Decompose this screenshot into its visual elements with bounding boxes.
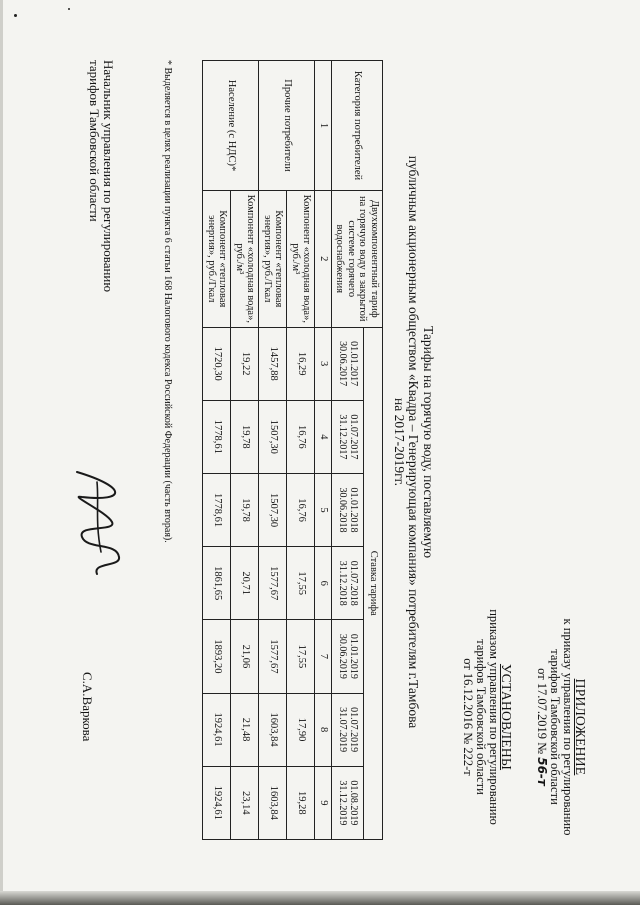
approved-block — [461, 582, 513, 852]
value-cell: 1507,30 — [259, 400, 287, 473]
approved-heading: УСТАНОВЛЕНЫ — [499, 663, 514, 771]
value-cell: 19,28 — [287, 766, 315, 839]
signer-name: С.А.Варкова — [80, 672, 95, 742]
value-cell: 1924,61 — [203, 766, 231, 839]
appendix-heading: ПРИЛОЖЕНИЕ — [573, 678, 588, 776]
appendix-number: 56-т — [535, 757, 549, 786]
document-title — [392, 112, 436, 772]
period-header: 01.01.2018 30.06.2018 — [332, 473, 364, 546]
value-cell: 1778,61 — [203, 473, 231, 546]
value-cell: 1893,20 — [203, 620, 231, 693]
index-cell: 8 — [315, 693, 332, 766]
tariff-table — [203, 60, 384, 840]
value-cell: 21,48 — [231, 693, 259, 766]
period-header: 01.08.2019 31.12.2019 — [332, 766, 364, 839]
index-cell: 2 — [315, 191, 332, 328]
appendix-line: тарифов Тамбовской области — [548, 649, 562, 805]
index-cell: 6 — [315, 547, 332, 620]
signature-position — [87, 60, 115, 380]
value-cell: 1603,84 — [259, 693, 287, 766]
header-category: Категория потребителей — [332, 61, 383, 191]
title-line: публичным акционерным обществом «Квадра – Генерирующая компания» потребителям г.Тамбова — [406, 155, 422, 729]
header-component: Двухкомпонентный тариф на горячую воду в закрытой системе горячего водоснабжения — [332, 191, 383, 328]
value-cell: 17,55 — [287, 620, 315, 693]
title-line: на 2017-2019гг. — [392, 397, 407, 486]
value-cell: 19,22 — [231, 327, 259, 400]
index-cell: 4 — [315, 400, 332, 473]
appendix-block — [535, 602, 587, 852]
value-cell: 16,29 — [287, 327, 315, 400]
value-cell: 20,71 — [231, 547, 259, 620]
header-rate: Ставка тарифа — [364, 327, 383, 839]
value-cell: 17,90 — [287, 693, 315, 766]
value-cell: 16,76 — [287, 473, 315, 546]
table-row — [231, 61, 259, 840]
approved-line: тарифов Тамбовской области — [474, 639, 488, 795]
handwritten-signature — [57, 462, 137, 582]
value-cell: 19,78 — [231, 473, 259, 546]
scan-speck — [14, 14, 17, 17]
value-cell: 1507,30 — [259, 473, 287, 546]
scan-edge — [0, 0, 3, 891]
scan-edge-bottom — [0, 891, 640, 905]
value-cell: 19,78 — [231, 400, 259, 473]
value-cell: 1861,65 — [203, 547, 231, 620]
value-cell: 1603,84 — [259, 766, 287, 839]
value-cell: 1577,67 — [259, 620, 287, 693]
appendix-line: к приказу управления по регулированию — [561, 618, 575, 836]
index-row — [315, 61, 332, 840]
appendix-date-text: от 17.07.2019 № — [535, 668, 549, 755]
period-header: 01.01.2019 30.06.2019 — [332, 620, 364, 693]
component-cell: Компонент «холодная вода», руб./м³ — [287, 191, 315, 328]
index-cell: 7 — [315, 620, 332, 693]
value-cell: 1924,61 — [203, 693, 231, 766]
component-cell: Компонент «холодная вода», руб./м³ — [231, 191, 259, 328]
index-cell: 1 — [315, 61, 332, 191]
value-cell: 23,14 — [231, 766, 259, 839]
period-header: 01.01.2017 30.06.2017 — [332, 327, 364, 400]
value-cell: 1457,88 — [259, 327, 287, 400]
component-cell: Компонент «тепловая энергия», руб./Гкал — [203, 191, 231, 328]
document-sheet — [25, 22, 625, 882]
value-cell: 1778,61 — [203, 400, 231, 473]
component-cell: Компонент «тепловая энергия», руб./Гкал — [259, 191, 287, 328]
scan-speck — [68, 8, 70, 10]
period-header: 01.07.2019 31.07.2019 — [332, 693, 364, 766]
category-cell: Население (с НДС)* — [203, 61, 259, 191]
period-header: 01.07.2017 31.12.2017 — [332, 400, 364, 473]
position-line: Начальник управления по регулированию — [101, 60, 116, 293]
index-cell: 9 — [315, 766, 332, 839]
period-header: 01.07.2018 31.12.2018 — [332, 547, 364, 620]
appendix-date — [535, 602, 548, 852]
value-cell: 21,06 — [231, 620, 259, 693]
index-cell: 3 — [315, 327, 332, 400]
value-cell: 1720,30 — [203, 327, 231, 400]
approved-line: от 16.12.2016 № 222-т — [461, 658, 475, 776]
approved-line: приказом управления по регулированию — [487, 609, 501, 825]
index-cell: 5 — [315, 473, 332, 546]
table-row — [287, 61, 315, 840]
category-cell: Прочие потребители — [259, 61, 315, 191]
value-cell: 16,76 — [287, 400, 315, 473]
value-cell: 17,55 — [287, 547, 315, 620]
footnote: * Выделяется в целях реализации пункта 6 статьи 168 Налогового кодекса Российской Федерации (часть вторая). — [162, 60, 173, 543]
position-line: тарифов Тамбовской области — [87, 60, 102, 222]
value-cell: 1577,67 — [259, 547, 287, 620]
title-line: Тарифы на горячую воду, поставляемую — [421, 325, 436, 559]
